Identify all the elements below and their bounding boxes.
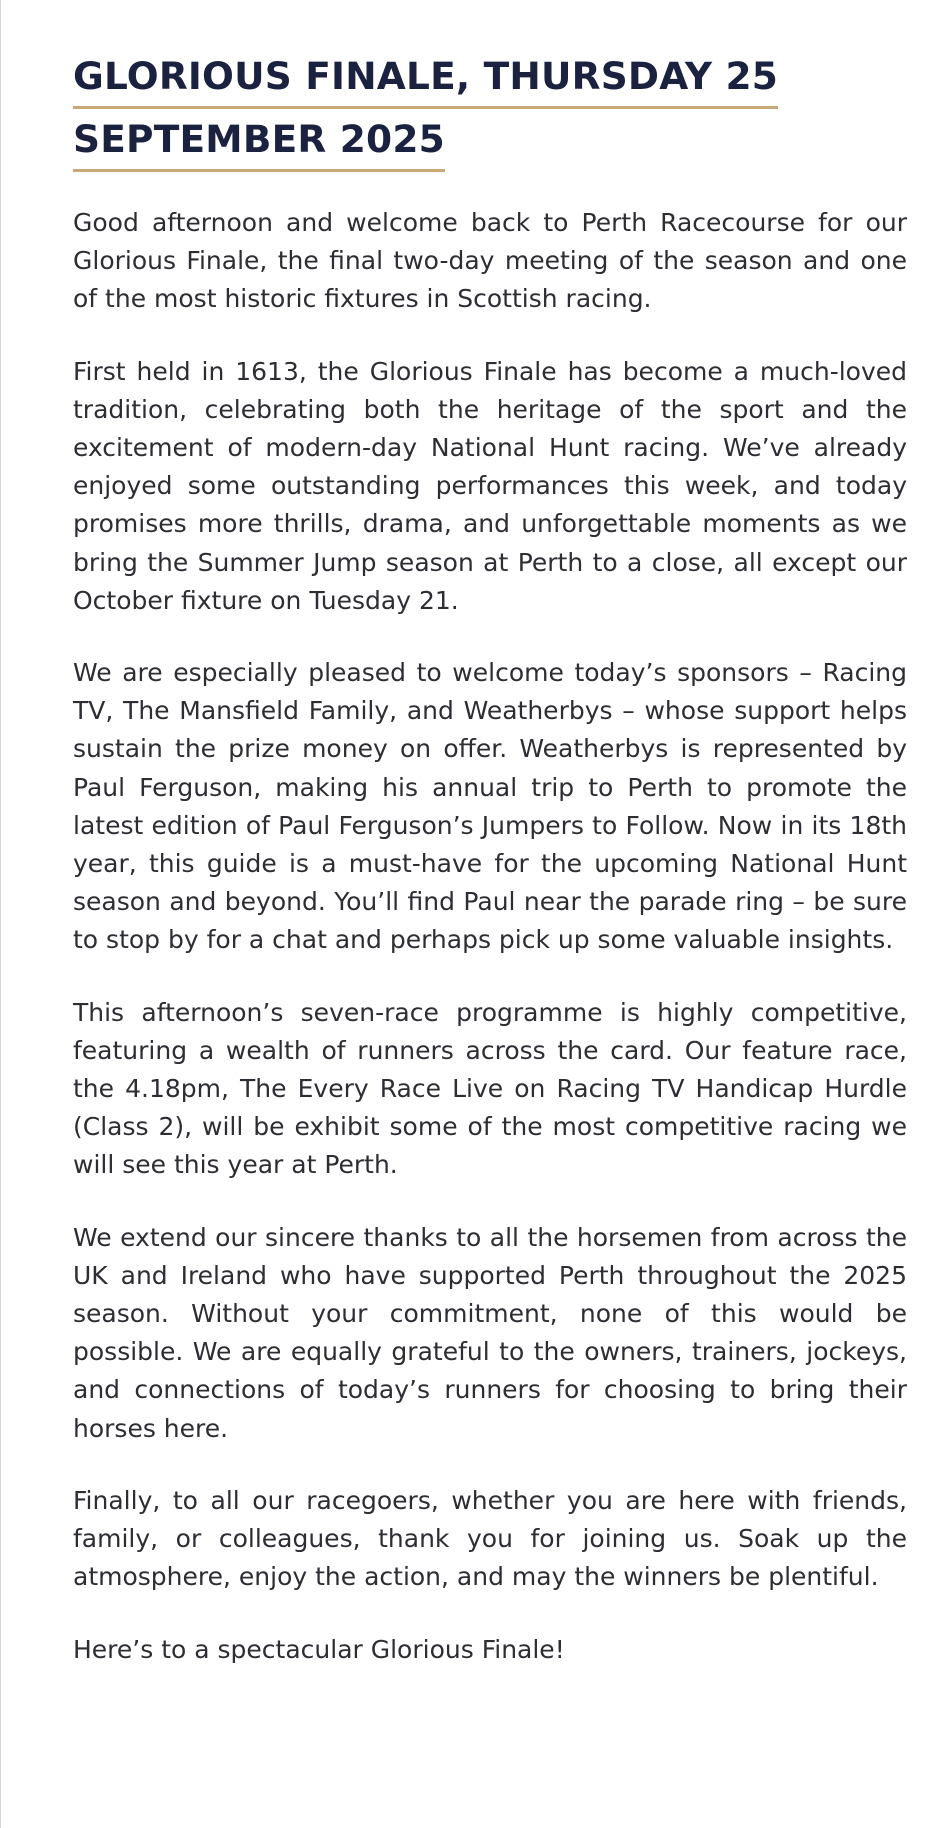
paragraph-programme: This afternoon’s seven-race programme is highly competitive, featuring a wealth of runners across the card. Our feature race, the 4.18pm, The Every Race Live on Racing TV Handicap Hurdle (Class 2), will be exhibit some of the most competitive racing we will see this year at Perth. [73,997,907,1180]
paragraph-thanks: We extend our sincere thanks to all the horsemen from across the UK and Ireland who have supported Perth throughout the 2025 season. Without your commitment, none of this would be possible. We are equally grateful to the owners, trainers, jockeys, and connections of today’s runners for choosing to bring their horses here. [73,1222,907,1443]
paragraph-history: First held in 1613, the Glorious Finale has become a much-loved tradition, celebrating both the heritage of the sport and the excitement of modern-day National Hunt racing. We’ve already enjoyed some outstanding performances this week, and today promises more thrills, drama, and unforgettable moments as we bring the Summer Jump season at Perth to a close, all except our October fixture on Tuesday 21. [73,356,907,615]
title-line-2: SEPTEMBER 2025 [73,109,445,172]
paragraph-closing: Here’s to a spectacular Glorious Finale! [73,1634,565,1664]
paragraph-welcome: Good afternoon and welcome back to Perth Racecourse for our Glorious Finale, the final two-day meeting of the season and one of the most historic fixtures in Scottish racing. [73,208,907,314]
paragraph-racegoers: Finally, to all our racegoers, whether you are here with friends, family, or colleagues, thank you for joining us. Soak up the atmosphere, enjoy the action, and may the winners be plentiful. [73,1485,907,1592]
page-title [73,46,813,172]
title-line-1: GLORIOUS FINALE, THURSDAY 25 [73,46,778,109]
article-body [73,204,907,1703]
paragraph-sponsors: We are especially pleased to welcome today’s sponsors – Racing TV, The Mansfield Family, and Weatherbys – whose support helps sustain the prize money on offer. Weatherbys is represented by Paul Ferguson, making his annual trip to Perth to promote the latest edition of Paul Ferguson’s Jumpers to Follow. Now in its 18th year, this guide is a must-have for the upcoming National Hunt season and beyond. You’ll find Paul near the parade ring – be sure to stop by for a chat and perhaps pick up some valuable insights. [73,658,907,955]
